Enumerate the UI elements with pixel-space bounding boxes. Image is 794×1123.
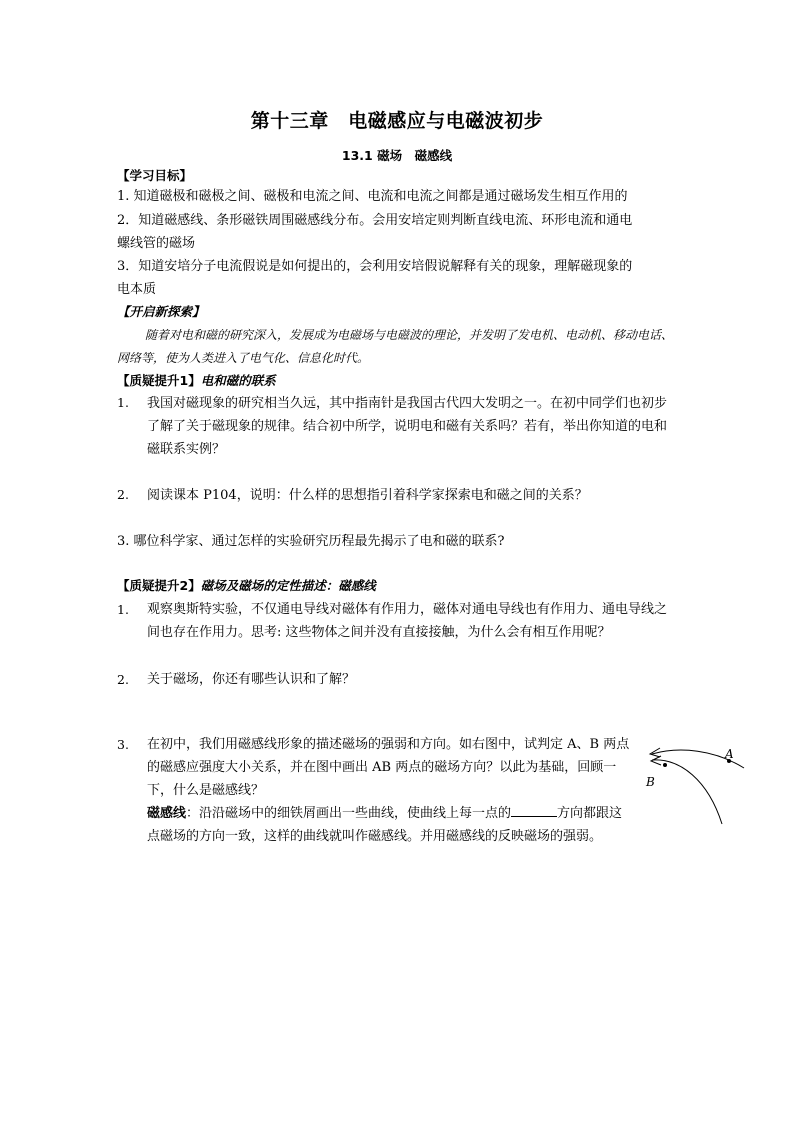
objectives-heading: 【学习目标】 — [117, 168, 193, 183]
objective-line: 螺线管的磁场 — [117, 236, 196, 251]
point-b — [663, 763, 667, 767]
question-number: 1. — [117, 395, 129, 410]
section2-heading-bracket: 【质疑提升2】 — [117, 578, 201, 593]
explore-heading-text: 【开启新探索】 — [117, 304, 205, 319]
question-number: 3. — [117, 737, 129, 752]
question-number: 2. — [117, 487, 129, 502]
question-text — [147, 733, 635, 848]
section2-heading-text: 磁场及磁场的定性描述：磁感线 — [200, 578, 376, 593]
question-body: 在初中，我们用磁感线形象的描述磁场的强弱和方向。如右图中，试判定 A、B 两点的磁感应强度大小关系，并在图中画出 AB 两点的磁场方向？以此为基础，回顾一下，什么是磁感线？ — [147, 737, 630, 798]
section1-heading-bracket: 【质疑提升1】 — [117, 373, 201, 388]
definition-blank[interactable] — [511, 804, 557, 817]
section1-heading — [117, 371, 276, 389]
definition-before: ：沿沿磁场中的细铁屑画出一些曲线，使曲线上每一点的 — [186, 806, 512, 821]
question-number: 1. — [117, 602, 129, 617]
explore-heading — [117, 302, 205, 320]
question-text: 关于磁场，你还有哪些认识和了解？ — [147, 672, 356, 687]
objective-line: 3．知道安培分子电流假说是如何提出的，会利用安培假说解释有关的现象，理解磁现象的 — [117, 259, 633, 274]
section1-heading-text: 电和磁的联系 — [200, 373, 276, 388]
objective-line: 电本质 — [117, 282, 157, 297]
label-b: B — [646, 775, 655, 789]
definition-label: 磁感线 — [147, 806, 187, 821]
objective-line: 2．知道磁感线、条形磁铁周围磁感线分布。会用安培定则判断直线电流、环形电流和通电 — [117, 213, 633, 228]
question-text: 我国对磁现象的研究相当久远，其中指南针是我国古代四大发明之一。在初中同学们也初步了解了关于磁现象的规律。结合初中所学，说明电和磁有关系吗？若有，举出你知道的电和磁联系实例？ — [147, 396, 668, 457]
section2-heading — [117, 576, 376, 594]
field-lines-figure — [640, 738, 750, 830]
question-text: 3. 哪位科学家、通过怎样的实验研究历程最先揭示了电和磁的联系? — [117, 534, 505, 549]
objective-line: 1. 知道磁极和磁极之间、磁极和电流之间、电流和电流之间都是通过磁场发生相互作用的 — [117, 189, 628, 204]
definition-after: 方向都跟这点磁场的方向一致，这样的曲线就叫作磁感线。并用磁感线的反映磁场的强弱。 — [147, 806, 623, 844]
section-subtitle: 13.1 磁场 磁感线 — [341, 148, 453, 163]
chapter-title: 第十三章 电磁感应与电磁波初步 — [250, 110, 544, 132]
question-number: 2. — [117, 672, 129, 687]
explore-paragraph: 随着对电和磁的研究深入，发展成为电磁场与电磁波的理论，并发明了发电机、电动机、移动电话、网络等，使为人类进入了电气化、信息化时代。 — [117, 328, 674, 365]
question-text: 观察奥斯特实验，不仅通电导线对磁体有作用力，磁体对通电导线也有作用力、通电导线之间也存在作用力。思考: 这些物体之间并没有直接接触，为什么会有相互作用呢？ — [147, 602, 668, 640]
field-line-lower — [652, 760, 722, 824]
question-text: 阅读课本 P104，说明：什么样的思想指引着科学家探索电和磁之间的关系？ — [147, 488, 588, 503]
label-a: A — [725, 747, 734, 761]
